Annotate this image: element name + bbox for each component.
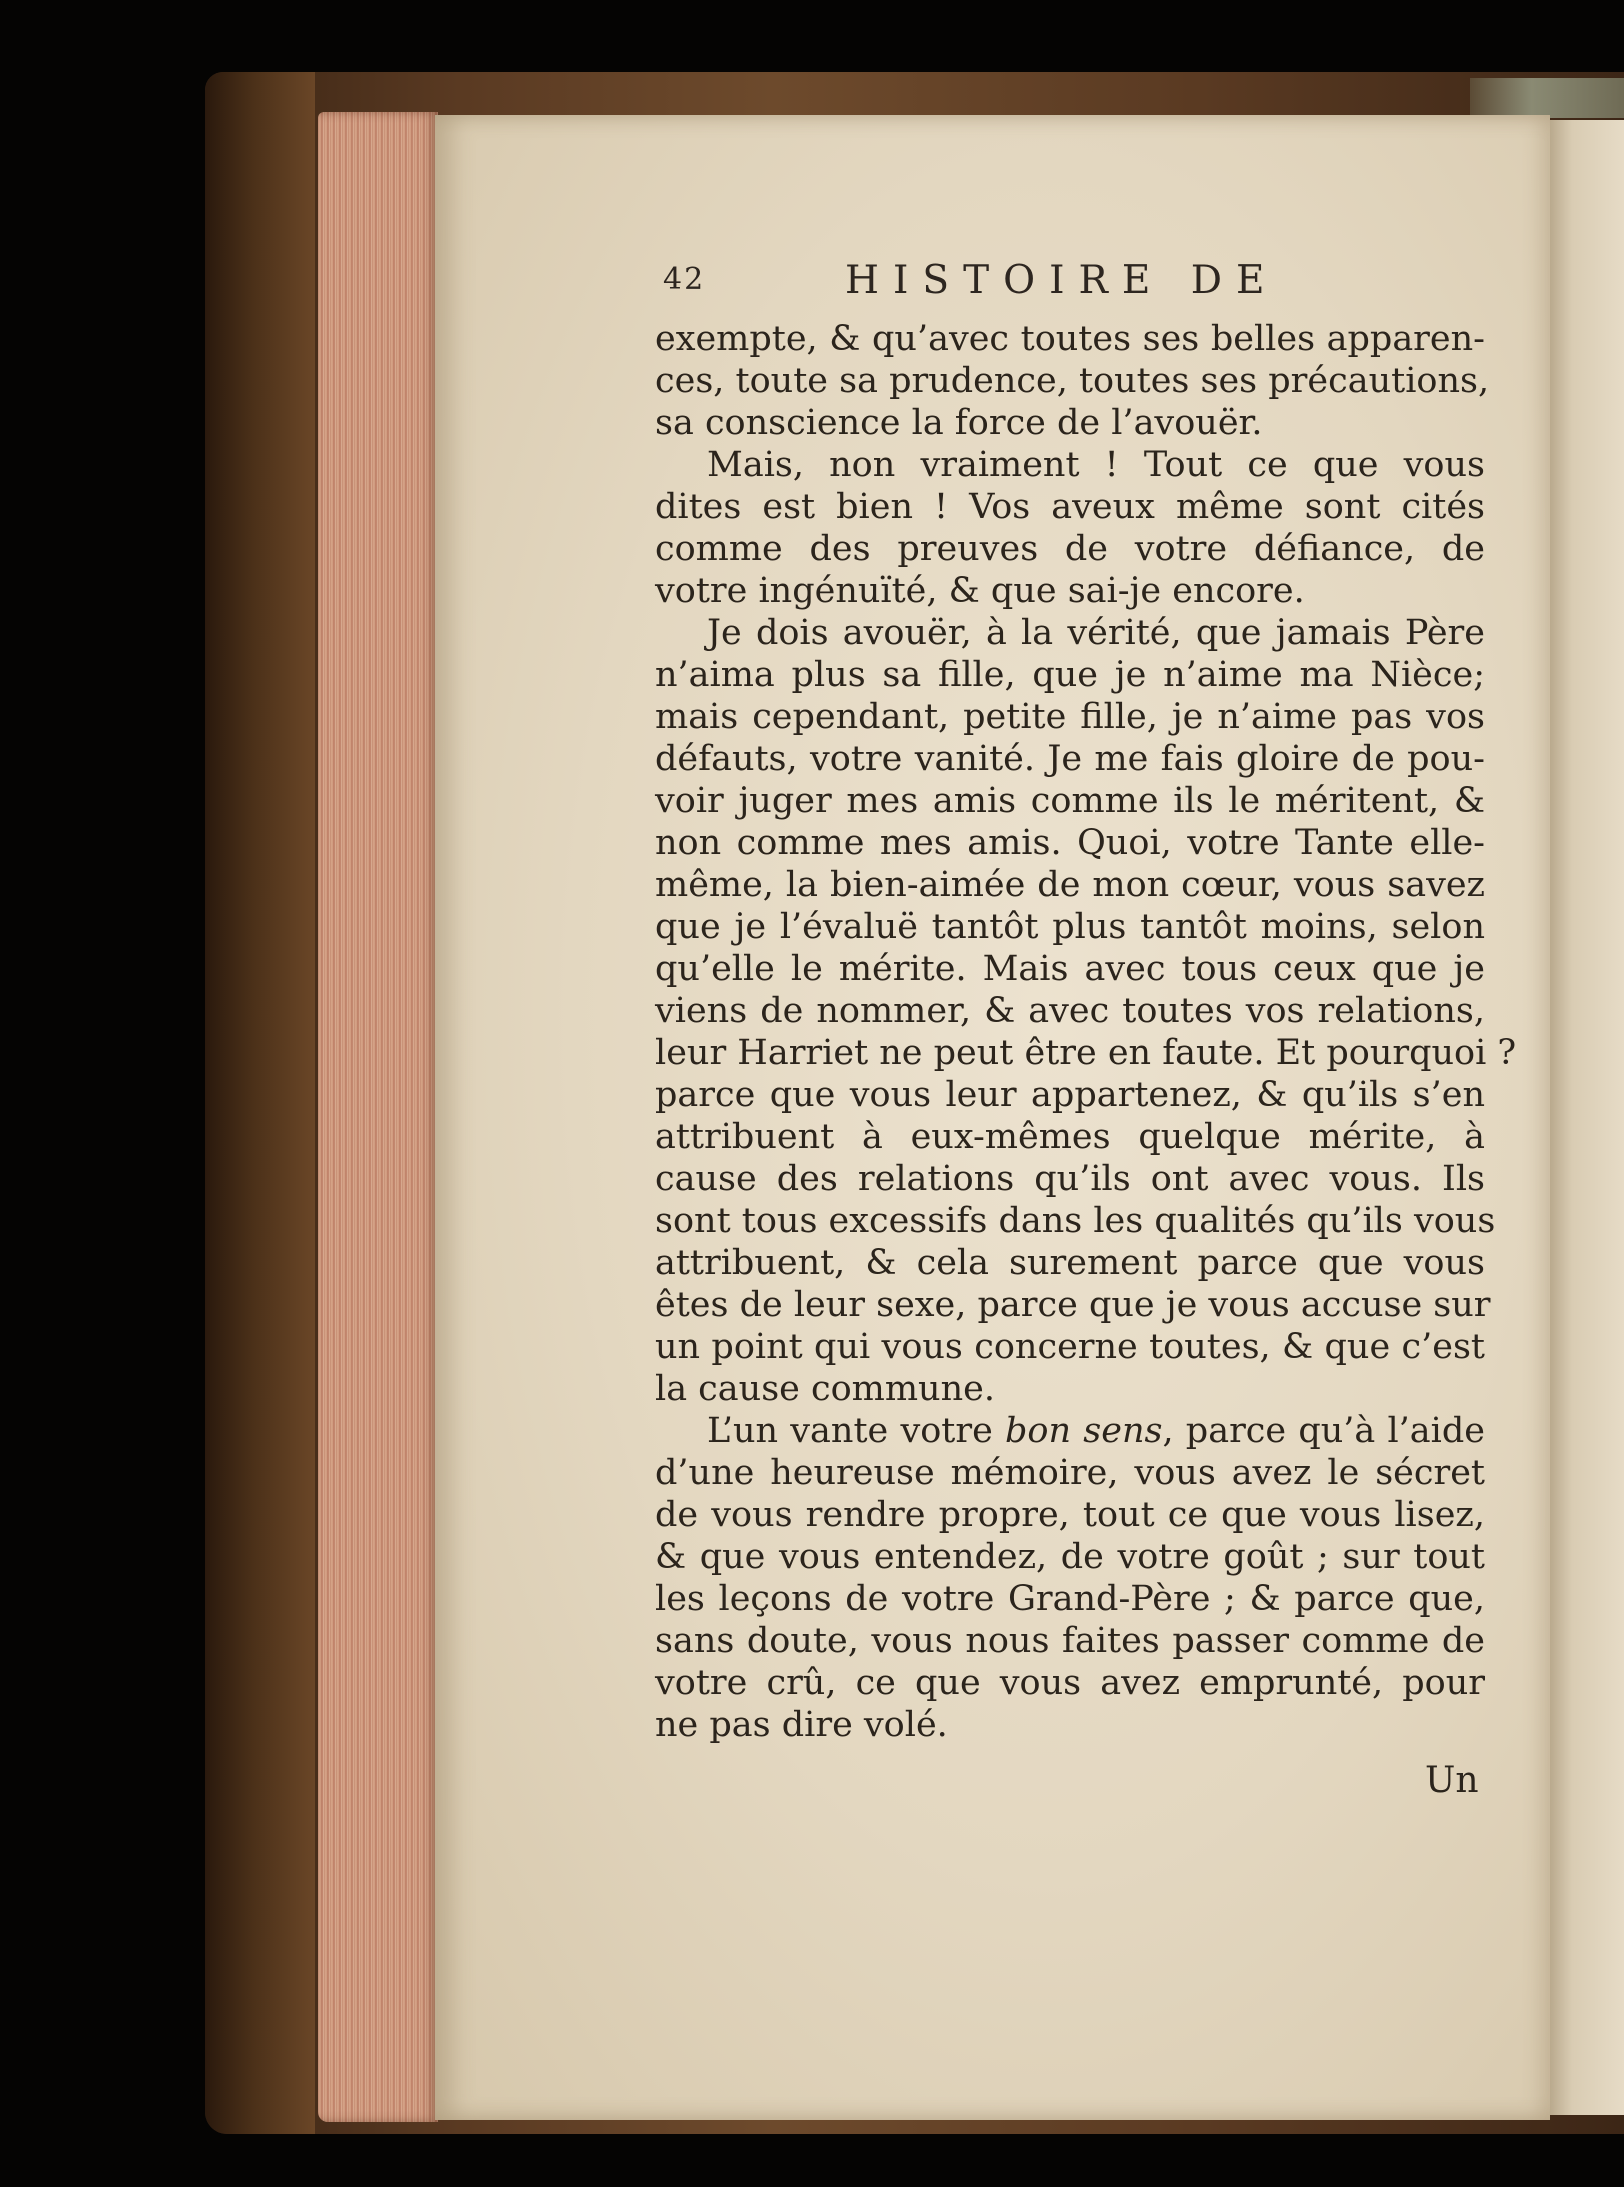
text-line: mais cependant, petite fille, je n’aime pas vos (655, 697, 1485, 737)
text-line: ne pas dire volé. (655, 1705, 948, 1745)
text-line: la cause commune. (655, 1369, 995, 1409)
text-fragment: , parce qu’à l’aide (1162, 1411, 1485, 1451)
text-line: Mais, non vraiment ! Tout ce que vous (707, 445, 1485, 485)
text-line: attribuent à eux-mêmes quelque mérite, à (655, 1117, 1485, 1157)
text-line: cause des relations qu’ils ont avec vous. Ils (655, 1159, 1485, 1199)
text-line: que je l’évaluë tantôt plus tantôt moins, selon (655, 907, 1485, 947)
text-line: un point qui vous concerne toutes, & que c’est (655, 1327, 1485, 1367)
italic-phrase: bon sens (1005, 1411, 1163, 1451)
text-line: ces, toute sa prudence, toutes ses précautions, (655, 361, 1490, 401)
text-line: votre ingénuïté, & que sai-je encore. (655, 571, 1305, 611)
text-line: n’aima plus sa fille, que je n’aime ma Nièce; (655, 655, 1485, 695)
headband (1470, 78, 1624, 118)
page-number: 42 (663, 262, 706, 297)
text-fragment: L’un vante votre (707, 1411, 993, 1451)
text-line: leur Harriet ne peut être en faute. Et pourquoi ? (655, 1033, 1517, 1073)
text-line: sont tous excessifs dans les qualités qu’ils vous (655, 1201, 1496, 1241)
page-edges-stack (318, 112, 438, 2122)
text-line: non comme mes amis. Quoi, votre Tante elle- (655, 823, 1485, 863)
text-line: votre crû, ce que vous avez emprunté, pour (655, 1663, 1485, 1703)
text-line: viens de nommer, & avec toutes vos relations, (655, 991, 1485, 1031)
text-line: exempte, & qu’avec toutes ses belles apparen- (655, 319, 1485, 359)
page-header (655, 258, 1485, 304)
running-title: HISTOIRE DE (845, 258, 1279, 303)
text-line: d’une heureuse mémoire, vous avez le sécret (655, 1453, 1485, 1493)
text-line: attribuent, & cela surement parce que vous (655, 1243, 1485, 1283)
adjacent-page (1550, 120, 1624, 2115)
text-line: voir juger mes amis comme ils le méritent, & (655, 781, 1485, 821)
text-line: Je dois avouër, à la vérité, que jamais Père (707, 613, 1485, 653)
text-line: même, la bien-aimée de mon cœur, vous savez (655, 865, 1485, 905)
text-line: sa conscience la force de l’avouër. (655, 403, 1263, 443)
text-line: de vous rendre propre, tout ce que vous lisez, (655, 1495, 1485, 1535)
text-line: défauts, votre vanité. Je me fais gloire de pou- (655, 739, 1485, 779)
text-line: les leçons de votre Grand-Père ; & parce que, (655, 1579, 1485, 1619)
catchword: Un (1425, 1760, 1479, 1801)
text-line: qu’elle le mérite. Mais avec tous ceux que je (655, 949, 1485, 989)
text-line: & que vous entendez, de votre goût ; sur tout (655, 1537, 1485, 1577)
text-line: êtes de leur sexe, parce que je vous accuse sur (655, 1285, 1491, 1325)
text-line: sans doute, vous nous faites passer comme de (655, 1621, 1485, 1661)
text-line: dites est bien ! Vos aveux même sont cités (655, 487, 1485, 527)
text-line: parce que vous leur appartenez, & qu’ils s’en (655, 1075, 1485, 1115)
text-line: comme des preuves de votre défiance, de (655, 529, 1485, 569)
cover-edge (205, 72, 315, 2134)
text-line (655, 1410, 1485, 1452)
